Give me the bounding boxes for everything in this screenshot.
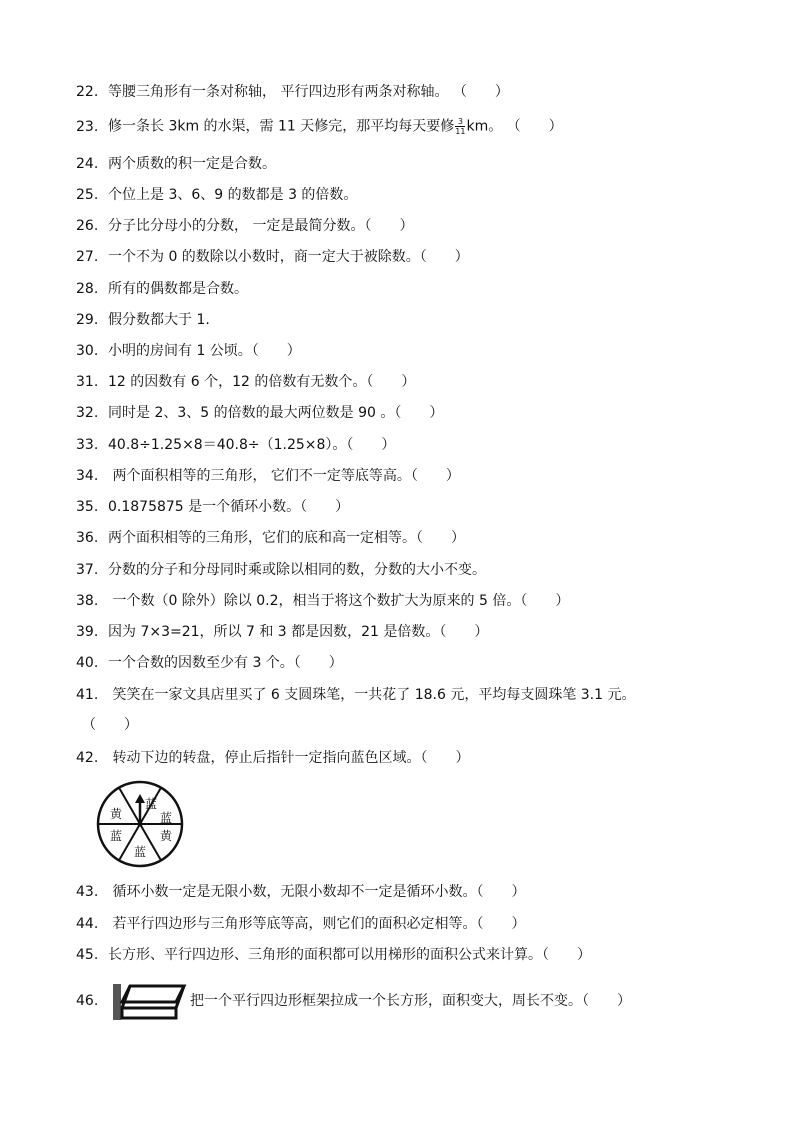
question-number: 35.: [76, 499, 99, 515]
parallelogram-frame-icon: [112, 982, 188, 1022]
sector-label-right: 蓝: [159, 811, 173, 825]
question-number: 23.: [76, 118, 99, 135]
question-number: 42.: [76, 750, 99, 766]
question-text-end: km。 （ ）: [466, 118, 563, 135]
question-35: [76, 498, 349, 516]
question-27: [76, 248, 469, 266]
question-number: 44.: [76, 916, 99, 932]
question-25: [76, 186, 357, 204]
question-text: 两个质数的积一定是合数。: [108, 156, 276, 172]
question-number: 24.: [76, 156, 99, 172]
question-29: [76, 311, 210, 329]
question-41: [76, 686, 636, 704]
sector-label-bottom: 蓝: [133, 845, 147, 859]
question-text: 两个面积相等的三角形，它们的底和高一定相等。（ ）: [108, 530, 465, 546]
question-text: 同时是 2、3、5 的倍数的最大两位数是 90 。（ ）: [108, 405, 444, 421]
question-number: 37.: [76, 562, 99, 578]
question-text: 分子比分母小的分数， 一定是最简分数。（ ）: [108, 218, 414, 234]
question-number: 41.: [76, 687, 99, 703]
question-32: [76, 404, 443, 422]
question-number: 39.: [76, 624, 99, 640]
question-number: 36.: [76, 530, 99, 546]
question-text: 转动下边的转盘，停止后指针一定指向蓝色区域。（ ）: [108, 750, 470, 766]
question-number: 40.: [76, 655, 99, 671]
question-text: 个位上是 3、6、9 的数都是 3 的倍数。: [108, 187, 358, 203]
question-34: [76, 467, 460, 485]
fraction-numerator: 3: [455, 117, 465, 127]
question-text: 一个不为 0 的数除以小数时，商一定大于被除数。（ ）: [108, 249, 469, 265]
question-text: 修一条长 3km 的水渠，需 11 天修完，那平均每天要修: [108, 118, 455, 135]
question-text: 所有的偶数都是合数。: [108, 281, 248, 297]
question-text: 因为 7×3=21，所以 7 和 3 都是因数，21 是倍数。（ ）: [108, 624, 489, 640]
question-30: [76, 342, 301, 360]
sector-label-lower-right: 黄: [159, 829, 173, 843]
question-number: 32.: [76, 405, 99, 421]
question-42: [76, 749, 469, 767]
question-24: [76, 155, 276, 173]
question-31: [76, 373, 415, 391]
question-40: [76, 654, 343, 672]
question-33: [76, 436, 395, 454]
question-text: 0.1875875 是一个循环小数。（ ）: [108, 499, 350, 515]
question-number: 31.: [76, 374, 99, 390]
question-46-number: [76, 992, 108, 1010]
question-43: [76, 883, 525, 901]
question-36: [76, 529, 465, 547]
question-text: 假分数都大于 1.: [108, 312, 210, 328]
question-number: 43.: [76, 884, 99, 900]
answer-bracket: （ ）: [82, 717, 138, 733]
fraction-denominator: 11: [455, 127, 466, 136]
question-45: [76, 946, 591, 964]
question-text: 小明的房间有 1 公顷。（ ）: [108, 343, 301, 359]
question-number: 30.: [76, 343, 99, 359]
question-37: [76, 561, 486, 579]
question-text: 笑笑在一家文具店里买了 6 支圆珠笔，一共花了 18.6 元，平均每支圆珠笔 3.1 元。: [108, 687, 636, 703]
question-number: 38.: [76, 593, 99, 609]
question-23: [76, 117, 563, 136]
question-22: [76, 83, 509, 101]
spinner-figure: [96, 780, 184, 868]
question-text: 两个面积相等的三角形， 它们不一定等底等高。（ ）: [108, 468, 460, 484]
question-text: 12 的因数有 6 个，12 的倍数有无数个。（ ）: [108, 374, 416, 390]
question-text: 若平行四边形与三角形等底等高，则它们的面积必定相等。（ ）: [108, 916, 526, 932]
sector-label-top: 蓝: [144, 797, 158, 811]
question-number: 25.: [76, 187, 99, 203]
question-text: 一个数（0 除外）除以 0.2，相当于将这个数扩大为原来的 5 倍。（ ）: [108, 593, 570, 609]
question-number: 22.: [76, 84, 99, 100]
question-26: [76, 217, 413, 235]
question-number: 28.: [76, 281, 99, 297]
question-text: 把一个平行四边形框架拉成一个长方形，面积变大，周长不变。（ ）: [190, 993, 631, 1009]
question-number: 45.: [76, 947, 99, 963]
question-46: [190, 992, 631, 1010]
question-text: 40.8÷1.25×8＝40.8÷（1.25×8）。（ ）: [108, 437, 396, 453]
question-28: [76, 280, 248, 298]
question-38: [76, 592, 569, 610]
question-text: 长方形、平行四边形、三角形的面积都可以用梯形的面积公式来计算。（ ）: [108, 947, 591, 963]
question-text: 一个合数的因数至少有 3 个。（ ）: [108, 655, 343, 671]
question-number: 34.: [76, 468, 99, 484]
question-number: 46.: [76, 993, 99, 1009]
question-39: [76, 623, 488, 641]
question-number: 29.: [76, 312, 99, 328]
sector-label-left: 黄: [109, 807, 123, 821]
question-number: 26.: [76, 218, 99, 234]
fraction: [455, 117, 465, 136]
question-number: 33.: [76, 437, 99, 453]
question-text: 分数的分子和分母同时乘或除以相同的数，分数的大小不变。: [108, 562, 486, 578]
question-text: 等腰三角形有一条对称轴， 平行四边形有两条对称轴。 （ ）: [108, 84, 509, 100]
question-44: [76, 915, 525, 933]
question-number: 27.: [76, 249, 99, 265]
sector-label-lower-left: 蓝: [109, 829, 123, 843]
question-text: 循环小数一定是无限小数，无限小数却不一定是循环小数。（ ）: [108, 884, 526, 900]
